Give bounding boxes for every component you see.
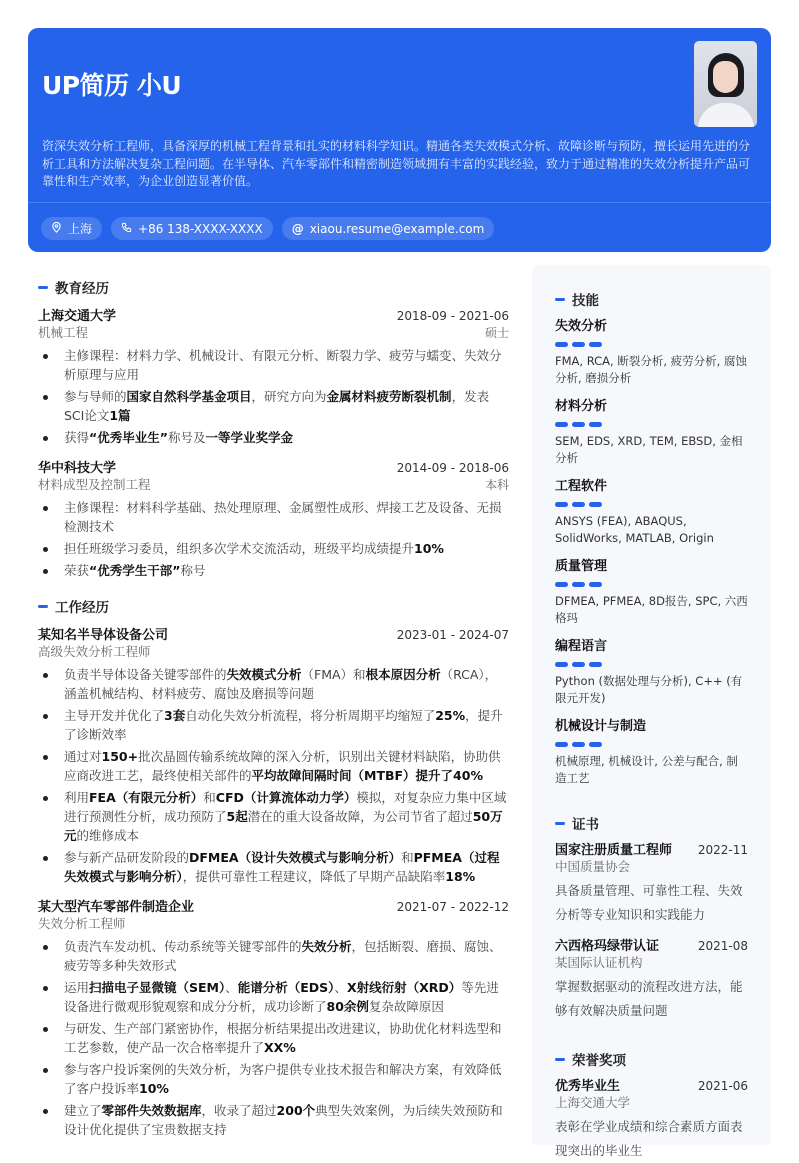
skill-level-pill [589,742,602,747]
skill-level-pill [572,662,585,667]
skill-level [555,502,748,507]
sidebar [532,265,771,1158]
bullet-text: 负责半导体设备关键零部件的 [64,667,227,682]
bullet-item [38,1019,509,1057]
bullet-text: 复杂故障原因 [368,999,444,1014]
location-text: 上海 [68,222,93,236]
bullet-list [38,346,509,447]
profile-summary: 资深失效分析工程师，具备深厚的机械工程背景和扎实的材料科学知识。精通各类失效模式分析、故障诊断与预防，擅长运用先进的分析工具和方法解决复杂工程问题。在半导体、汽车零部件和精密制造领域拥有丰富的实践经验，致力于通过精准的失效分析提升产品可靠性和生产效率，为企业创造显著价值。 [42,139,751,188]
bullet-text: 参与新产品研发阶段的 [64,850,190,865]
issuer: 中国质量协会 [555,859,631,874]
skill-keywords: ANSYS (FEA), ABAQUS, SolidWorks, MATLAB, Origin [555,514,714,545]
skill-keywords: FMA, RCA, 断裂分析, 疲劳分析, 腐蚀分析, 磨损分析 [555,354,747,385]
skill-level-pill [589,502,602,507]
bullet-text: （RCA），涵盖机械结构、材料疲劳、腐蚀及磨损等问题 [64,667,498,701]
entry-header [38,896,509,915]
certificate-date: 2021-08 [697,939,748,953]
section-title [555,289,748,309]
description: 表彰在学业成绩和综合素质方面表现突出的毕业生 [555,1119,743,1158]
skill-name: 材料分析 [555,399,608,414]
highlight-text: 80余例 [326,999,369,1014]
awards-section [555,1049,748,1163]
highlight-text: 国家自然科学基金项目 [126,389,252,404]
bullet-text: ，研究方向为 [251,389,327,404]
bullet-text: 参与客户投诉案例的失效分析，为客户提供专业技术报告和解决方案，有效降低了客户投诉率 [64,1062,502,1096]
certificate-header [555,839,748,858]
skill-keywords: 机械原理, 机械设计, 公差与配合, 制造工艺 [555,754,738,785]
skill-level [555,422,748,427]
bullet-text: 批次晶圆传输系统故障的深入分析，识别出关键材料缺陷，协助供应商改进工艺，最终使相关部件的 [64,749,501,783]
email-chip[interactable] [282,217,495,240]
section-dash-icon [38,286,48,289]
organization-name: 某知名半导体设备公司 [38,628,169,643]
entry-item [38,896,509,1139]
bullet-text: 和 [401,850,414,865]
entry-header [38,624,509,643]
skill-name: 机械设计与制造 [555,719,647,734]
entry-subheader [38,476,509,493]
highlight-text: DFMEA（设计失效模式与影响分析） [189,850,402,865]
bullet-item [38,848,509,886]
highlight-text: “优秀毕业生” [89,430,168,445]
highlight-text: XX% [264,1040,296,1055]
highlight-text: 25% [435,708,466,723]
bullet-item [38,788,509,845]
organization-name: 华中科技大学 [38,461,117,476]
section-title [555,813,748,833]
section-title-text: 教育经历 [55,281,109,297]
bullet-list [38,498,509,580]
certificates-section [555,813,748,1023]
certificate-header [555,935,748,954]
skill-name: 失效分析 [555,319,608,334]
bullet-item [38,937,509,975]
entry-item [38,305,509,447]
bullet-text: 主导开发并优化了 [64,708,165,723]
location-pin-icon [51,222,62,236]
bullet-text: 获得 [64,430,90,445]
bullet-text: 负责汽车发动机、传动系统等关键零部件的 [64,939,302,954]
date-range: 2018-09 - 2021-06 [396,309,509,323]
degree: 硕士 [484,326,509,340]
skill-level-pill [589,582,602,587]
certificate-name: 优秀毕业生 [555,1079,621,1094]
major: 材料成型及控制工程 [38,477,151,492]
resume-header [28,28,771,252]
skill-level-pill [589,662,602,667]
certificate-date: 2021-06 [697,1079,748,1093]
skill-level-pill [589,342,602,347]
highlight-text: 扫描电子显微镜（SEM） [89,980,226,995]
skill-name: 质量管理 [555,559,608,574]
at-sign-icon: @ [291,221,304,236]
bullet-text: 、 [225,980,238,995]
bullet-item [38,539,509,558]
bullet-item [38,747,509,785]
section-title [38,277,509,297]
bullet-text: 荣获 [64,563,90,578]
date-range: 2023-01 - 2024-07 [396,628,509,642]
description: 掌握数据驱动的流程改进方法，能够有效解决质量问题 [555,979,743,1018]
skill-level-pill [572,502,585,507]
skill-level [555,342,748,347]
highlight-text: 根本原因分析 [365,667,441,682]
date-range: 2021-07 - 2022-12 [396,900,509,914]
bullet-text: 、 [334,980,347,995]
highlight-text: 失效模式分析 [226,667,302,682]
bullet-item [38,561,509,580]
bullet-text: 的维修成本 [76,828,140,843]
job-title: 高级失效分析工程师 [38,644,151,659]
highlight-text: “优秀学生干部” [89,563,181,578]
bullet-item [38,1101,509,1139]
skill-level-pill [572,582,585,587]
location-chip [41,217,102,240]
job-title: 失效分析工程师 [38,916,126,931]
skill-level [555,742,748,747]
major: 机械工程 [38,325,89,340]
skill-level-pill [572,742,585,747]
highlight-text: 失效分析 [301,939,352,954]
bullet-item [38,346,509,384]
highlight-text: X射线衍射（XRD） [346,980,462,995]
section-title-text: 技能 [572,293,599,309]
certificate-item [555,1075,748,1163]
bullet-item [38,706,509,744]
certificate-name: 六西格玛绿带认证 [555,939,660,954]
bullet-text: 担任班级学习委员，组织多次学术交流活动，班级平均成绩提升 [64,541,415,556]
highlight-text: 零部件失效数据库 [101,1103,202,1118]
description: 具备质量管理、可靠性工程、失效分析等专业知识和实践能力 [555,883,743,922]
bullet-text: 建立了 [64,1103,102,1118]
bullet-text: 称号及 [167,430,206,445]
bullet-text: 自动化失效分析流程，将分析周期平均缩短了 [185,708,436,723]
skill-keywords: Python (数据处理与分析), C++ (有限元开发) [555,674,743,705]
bullet-text: 等先进设备进行微观形貌观察和成分分析，成功诊断了 [64,980,499,1014]
bullet-text: 和 [203,790,216,805]
skill-level-pill [555,502,568,507]
bullet-text: 主修课程：材料科学基础、热处理原理、金属塑性成形、焊接工艺及设备、无损检测技术 [64,500,502,534]
highlight-text: 150+ [101,749,139,764]
highlight-text: 200个 [276,1103,316,1118]
skill-level-pill [572,342,585,347]
certificate-item [555,839,748,927]
main-column [38,277,509,1155]
phone-chip[interactable] [111,217,273,240]
issuer: 某国际认证机构 [555,955,643,970]
skill-level-pill [555,422,568,427]
skill-level-pill [572,422,585,427]
bullet-text: （FMA）和 [301,667,366,682]
skills-section [555,289,748,787]
bullet-text: ，收录了超过 [201,1103,277,1118]
highlight-text: 能谱分析（EDS） [237,980,335,995]
section-title-text: 证书 [572,817,599,833]
candidate-name: UP简历 小U [42,71,182,100]
bullet-text: 参与导师的 [64,389,127,404]
header-divider [28,202,771,203]
bullet-text: ，发表SCI论文 [64,389,490,423]
skill-level-pill [589,422,602,427]
organization-name: 某大型汽车零部件制造企业 [38,900,195,915]
entry-item [38,457,509,580]
section-dash-icon [555,1058,565,1061]
section-dash-icon [555,822,565,825]
highlight-text: 10% [414,541,444,556]
entry-header [38,305,509,324]
bullet-text: ，包括断裂、磨损、腐蚀、疲劳等多种失效形式 [64,939,502,973]
issuer: 上海交通大学 [555,1095,631,1110]
bullet-text: 典型失效案例，为后续失效预防和设计优化提供了宝贵数据支持 [64,1103,503,1137]
highlight-text: FEA（有限元分析） [89,790,204,805]
profile-photo [694,41,757,127]
highlight-text: 5起 [226,809,248,824]
bullet-item [38,978,509,1016]
bullet-text: 称号 [180,563,206,578]
certificate-item [555,935,748,1023]
bullet-text: 主修课程：材料力学、机械设计、有限元分析、断裂力学、疲劳与蠕变、失效分析原理与应用 [64,348,502,382]
section-title-text: 荣誉奖项 [572,1053,626,1069]
skill-level-pill [555,582,568,587]
highlight-text: 18% [445,869,476,884]
certificate-date: 2022-11 [697,843,748,857]
highlight-text: 平均故障间隔时间（MTBF）提升了40% [251,768,483,783]
highlight-text: PFMEA（过程失效模式与影响分析） [64,850,500,884]
phone-icon [121,222,132,236]
bullet-text: 模拟，对复杂应力集中区域进行预测性分析，成功预防了 [64,790,507,824]
highlight-text: 10% [139,1081,169,1096]
skill-level [555,582,748,587]
bullet-text: ，提升了诊断效率 [64,708,503,742]
certificate-header [555,1075,748,1094]
entry-subheader [38,324,509,341]
email-text: xiaou.resume@example.com [309,221,485,236]
bullet-item [38,428,509,447]
contact-info [41,217,494,240]
bullet-list [38,937,509,1139]
bullet-item [38,387,509,425]
highlight-text: 1篇 [109,408,131,423]
work-section [38,596,509,1139]
highlight-text: 一等学业奖学金 [205,430,293,445]
entry-header [38,457,509,476]
highlight-text: 金属材料疲劳断裂机制 [326,389,452,404]
highlight-text: 50万元 [64,809,503,843]
section-title [38,596,509,616]
bullet-item [38,498,509,536]
section-dash-icon [555,298,565,301]
entry-item [38,624,509,886]
skill-level-pill [555,742,568,747]
skill-level-pill [555,662,568,667]
section-title-text: 工作经历 [55,600,109,616]
bullet-item [38,1060,509,1098]
skill-keywords: SEM, EDS, XRD, TEM, EBSD, 金相分析 [555,434,743,465]
highlight-text: 3套 [164,708,186,723]
bullet-text: ，提供可靠性工程建议，降低了早期产品缺陷率 [182,869,446,884]
date-range: 2014-09 - 2018-06 [396,461,509,475]
bullet-text: 利用 [64,790,90,805]
bullet-text: 运用 [64,980,90,995]
education-section [38,277,509,580]
degree: 本科 [484,478,509,492]
bullet-text: 潜在的重大设备故障，为公司节省了超过 [247,809,473,824]
bullet-list [38,665,509,886]
highlight-text: CFD（计算流体动力学） [215,790,357,805]
section-title [555,1049,748,1069]
skill-name: 工程软件 [555,479,608,494]
skill-keywords: DFMEA, PFMEA, 8D报告, SPC, 六西格玛 [555,594,748,625]
bullet-text: 通过对 [64,749,102,764]
bullet-item [38,665,509,703]
certificate-name: 国家注册质量工程师 [555,843,673,858]
skill-name: 编程语言 [555,639,608,654]
bullet-text: 与研发、生产部门紧密协作，根据分析结果提出改进建议，协助优化材料选型和工艺参数，使产品一次合格率提升了 [64,1021,502,1055]
skill-level-pill [555,342,568,347]
organization-name: 上海交通大学 [38,309,117,324]
skill-level [555,662,748,667]
phone-text: +86 138-XXXX-XXXX [138,221,263,236]
section-dash-icon [38,605,48,608]
